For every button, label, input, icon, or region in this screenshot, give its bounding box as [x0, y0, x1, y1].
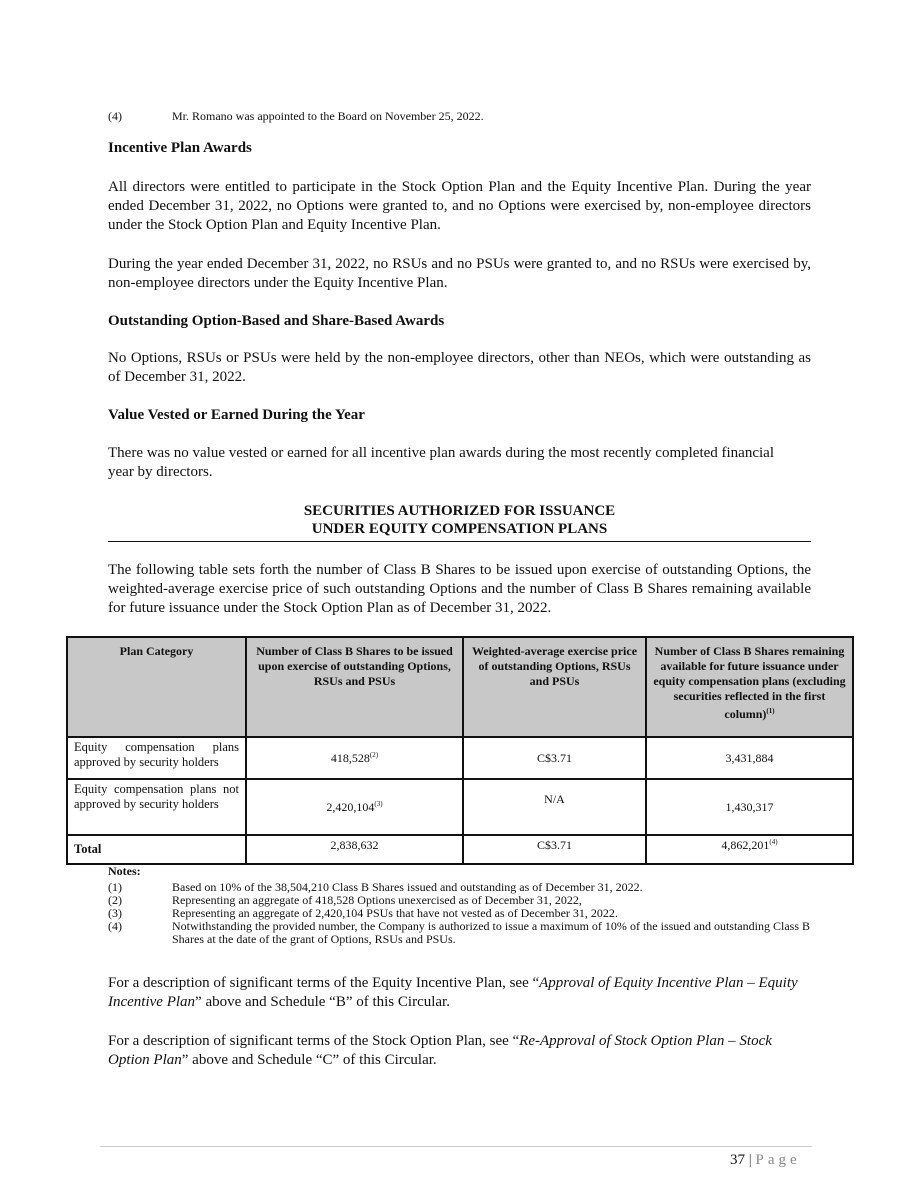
cell-category: Equity compensation plans not approved by security holders — [67, 779, 246, 835]
note-text: Notwithstanding the provided number, the Company is authorized to issue a maximum of 10% of the issued and outstanding Class B Shares at the date of the grant of Options, RSUs and PSUs. — [172, 919, 810, 946]
paragraph: All directors were entitled to participate in the Stock Option Plan and the Equity Incentive Plan. During the year ended December 31, 2022, no Options were granted to, and no Options were exercised by, non-employee directors under the Stock Option Plan and Equity Incentive Plan. — [108, 179, 811, 233]
cell-remaining — [646, 835, 853, 864]
footnote-ref: (2) — [369, 750, 379, 759]
section-heading: Value Vested or Earned During the Year — [108, 407, 365, 423]
cell-issued — [246, 737, 463, 779]
separator: | — [748, 1152, 752, 1168]
page-number — [730, 1152, 801, 1169]
cell-remaining — [646, 779, 853, 835]
title-line: SECURITIES AUTHORIZED FOR ISSUANCE — [303, 503, 616, 519]
cell-price: N/A — [463, 779, 646, 835]
cell-price: C$3.71 — [463, 737, 646, 779]
note-text: Representing an aggregate of 418,528 Options unexercised as of December 31, 2022, — [172, 893, 582, 907]
equity-compensation-table — [66, 636, 854, 865]
securities-title — [108, 502, 811, 542]
cell-issued — [246, 835, 463, 864]
col-header: Number of Class B Shares to be issued upon exercise of outstanding Options, RSUs and PSUs — [246, 637, 463, 737]
value: 1,430,317 — [725, 799, 774, 814]
section-heading: Outstanding Option-Based and Share-Based Awards — [108, 313, 445, 329]
italic-reference: Re-Approval of Stock Option Plan – Stock Option Plan — [108, 1033, 772, 1068]
text: For a description of significant terms of the Stock Option Plan, see “ — [108, 1033, 520, 1049]
page-num: 37 — [730, 1152, 745, 1168]
table-total-row — [67, 835, 853, 864]
footnote-text: Mr. Romano was appointed to the Board on November 25, 2022. — [172, 109, 484, 123]
note-number: (3) — [108, 906, 122, 920]
note-number: (2) — [108, 893, 122, 907]
closing-paragraph — [108, 1032, 811, 1070]
col-header: Plan Category — [67, 637, 246, 737]
cell-remaining — [646, 737, 853, 779]
paragraph: During the year ended December 31, 2022, no RSUs and no PSUs were granted to, and no RSUs were exercised by, non-employee directors under the Equity Incentive Plan. — [108, 256, 811, 291]
table-row — [67, 737, 853, 779]
value: 4,862,201 — [721, 838, 770, 852]
note-number: (4) — [108, 919, 122, 933]
note-number: (1) — [108, 880, 122, 894]
footnote-ref: (1) — [766, 707, 775, 715]
section-heading: Incentive Plan Awards — [108, 140, 252, 156]
text: For a description of significant terms of the Equity Incentive Plan, see “ — [108, 975, 540, 991]
page-word: Page — [755, 1152, 801, 1168]
securities-intro: The following table sets forth the number of Class B Shares to be issued upon exercise of outstanding Options, the weighted-average exercise price of such outstanding Options and the number of Class B Shares remaining available for future issuance under the Stock Option Plan as of December 31, 2022. — [108, 562, 811, 616]
footnote-ref: (3) — [374, 799, 383, 808]
header-text: Number of Class B Shares remaining available for future issuance under equity compensation plans (excluding securities reflected in the first column) — [653, 644, 846, 721]
cell-category: Total — [67, 835, 246, 864]
table-row — [67, 779, 853, 835]
notes-label: Notes: — [108, 864, 141, 878]
text: ” above and Schedule “C” of this Circular. — [181, 1052, 437, 1068]
cell-price: C$3.71 — [463, 835, 646, 864]
value: 2,420,104 — [326, 799, 375, 814]
cell-issued — [246, 779, 463, 835]
col-header — [646, 637, 853, 737]
italic-reference: Approval of Equity Incentive Plan – Equity Incentive Plan — [108, 975, 798, 1010]
paragraph: No Options, RSUs or PSUs were held by the non-employee directors, other than NEOs, which were outstanding as of December 31, 2022. — [108, 350, 811, 385]
value: 2,838,632 — [330, 838, 379, 852]
note-text: Representing an aggregate of 2,420,104 PSUs that have not vested as of December 31, 2022. — [172, 906, 618, 920]
value: 3,431,884 — [725, 750, 774, 765]
note-text: Based on 10% of the 38,504,210 Class B Shares issued and outstanding as of December 31, 2022. — [172, 880, 643, 894]
table-header-row — [67, 637, 853, 737]
value: 418,528 — [330, 750, 370, 765]
title-line: UNDER EQUITY COMPENSATION PLANS — [311, 521, 608, 537]
col-header: Weighted-average exercise price of outstanding Options, RSUs and PSUs — [463, 637, 646, 737]
closing-paragraph — [108, 974, 811, 1012]
paragraph: There was no value vested or earned for all incentive plan awards during the most recently completed financial year by directors. — [108, 445, 774, 480]
footnote-number: (4) — [108, 109, 122, 123]
text: ” above and Schedule “B” of this Circular. — [195, 994, 450, 1010]
footer-divider — [100, 1146, 812, 1147]
footnote-ref: (4) — [769, 838, 778, 846]
cell-category: Equity compensation plans approved by security holders — [67, 737, 246, 779]
